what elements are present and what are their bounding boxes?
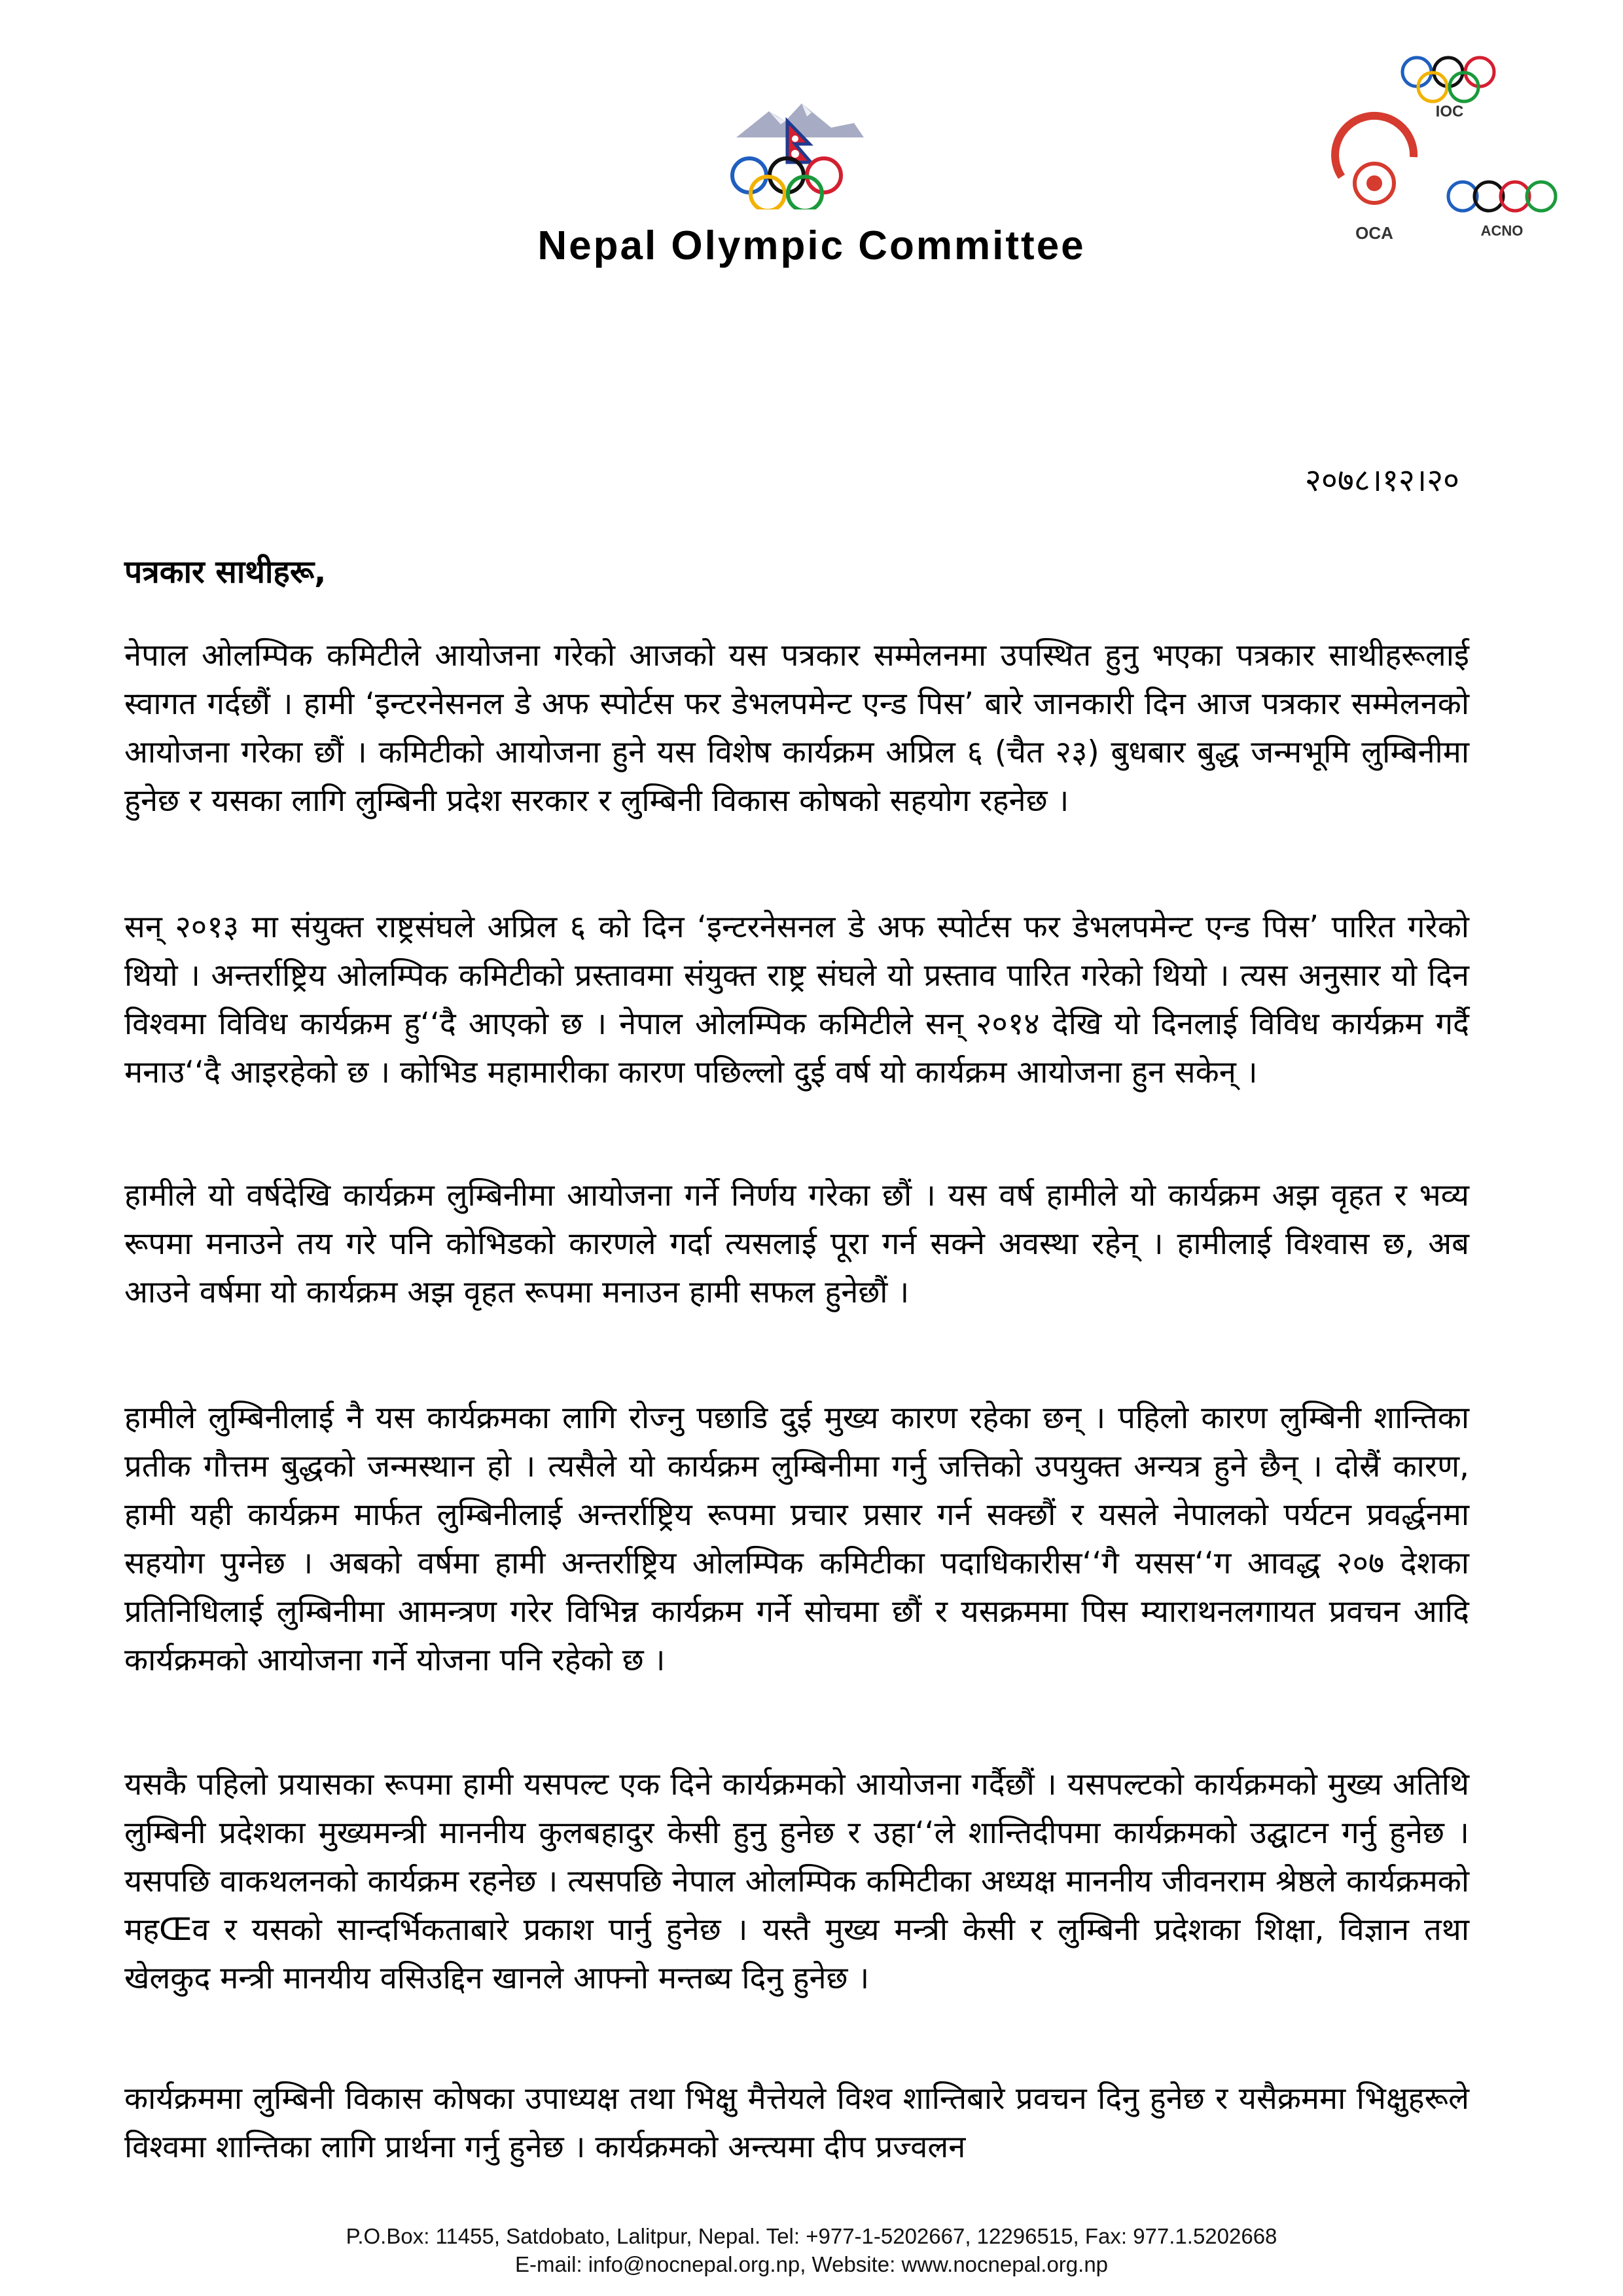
oca-logo (1335, 116, 1414, 243)
body-paragraph-2: सन् २०१३ मा संयुक्त राष्ट्रसंघले अप्रिल ६ को दिन ‘इन्टरनेसनल डे अफ स्पोर्टस फर डेभलपमेन्ट एन्ड पिस’ पारित गरेको थियो । अन्तर्राष्ट्रिय ओलम्पिक कमिटीको प्रस्तावमा संयुक्त राष्ट्र संघले यो प्रस्ताव पारित गरेको थियो । त्यस अनुसार यो दिन विश्वमा विविध कार्यक्रम हु‘‘दै आएको छ । नेपाल ओलम्पिक कमिटीले सन् २०१४ देखि यो दिनलाई विविध कार्यक्रम गर्दै मनाउ‘‘दै आइरहेको छ । कोभिड महामारीका कारण पछिल्लो दुई वर्ष यो कार्यक्रम आयोजना हुन सकेन् । (124, 909, 1469, 1090)
organization-name: Nepal Olympic Committee (537, 223, 1086, 268)
body-paragraph-5: यसकै पहिलो प्रयासका रूपमा हामी यसपल्ट एक दिने कार्यक्रमको आयोजना गर्दैछौं । यसपल्टको कार्यक्रमको मुख्य अतिथि लुम्बिनी प्रदेशका मुख्यमन्त्री माननीय कुलबहादुर केसी हुनु हुनेछ र उहा‘‘ले शान्तिदीपमा कार्यक्रमको उद्घाटन गर्नु हुनेछ । यसपछि वाकथलनको कार्यक्रम रहनेछ । त्यसपछि नेपाल ओलम्पिक कमिटीका अध्यक्ष माननीय जीवनराम श्रेष्ठले कार्यक्रमको महŒव र यसको सान्दर्भिकताबारे प्रकाश पार्नु हुनेछ । यस्तै मुख्य मन्त्री केसी र लुम्बिनी प्रदेशका शिक्षा, विज्ञान तथा खेलकुद मन्त्री मानयीय वसिउद्दिन खानले आफ्नो मन्तब्य दिनु हुनेछ । (124, 1767, 1469, 1996)
footer-address: P.O.Box: 11455, Satdobato, Lalitpur, Nepal. Tel: +977-1-5202667, 12296515, Fax: 977.1.5202668 (346, 2224, 1277, 2248)
oca-label: OCA (1355, 223, 1393, 243)
ioc-label: IOC (1435, 103, 1464, 120)
footer-contact (0, 2222, 1623, 2278)
letter-date: २०७८।१२।२० (1304, 462, 1459, 499)
footer-email-website: E-mail: info@nocnepal.org.np, Website: www.nocnepal.org.np (514, 2252, 1109, 2276)
acno-label: ACNO (1480, 223, 1524, 239)
body-paragraph-3: हामीले यो वर्षदेखि कार्यक्रम लुम्बिनीमा आयोजना गर्ने निर्णय गरेका छौं । यस वर्ष हामीले यो कार्यक्रम अझ वृहत र भव्य रूपमा मनाउने तय गरे पनि कोभिडको कारणले गर्दा त्यसलाई पूरा गर्न सक्ने अवस्था रहेन् । हामीलाई विश्वास छ, अब आउने वर्षमा यो कार्यक्रम अझ वृहत रूपमा मनाउन हामी सफल हुनेछौं । (124, 1177, 1469, 1310)
acno-logo (1448, 182, 1556, 239)
ioc-logo (1402, 58, 1494, 120)
body-paragraph-4: हामीले लुम्बिनीलाई नै यस कार्यक्रमका लागि रोज्नु पछाडि दुई मुख्य कारण रहेका छन् । पहिलो कारण लुम्बिनी शान्तिका प्रतीक गौत्तम बुद्धको जन्मस्थान हो । त्यसैले यो कार्यक्रम लुम्बिनीमा गर्नु जत्तिको उपयुक्त अन्यत्र हुने छैन् । दोस्रैं कारण, हामी यही कार्यक्रम मार्फत लुम्बिनीलाई अन्तर्राष्ट्रिय रूपमा प्रचार प्रसार गर्न सक्छौं र यसले नेपालको पर्यटन प्रवर्द्धनमा सहयोग पुग्नेछ । अबको वर्षमा हामी अन्तर्राष्ट्रिय ओलम्पिक कमिटीका पदाधिकारीस‘‘गै यसस‘‘ग आवद्ध २०७ देशका प्रतिनिधिलाई लुम्बिनीमा आमन्त्रण गरेर विभिन्न कार्यक्रम गर्ने सोचमा छौं र यसक्रममा पिस म्याराथनलगायत प्रवचन आदि कार्यक्रमको आयोजना गर्ने योजना पनि रहेको छ । (124, 1400, 1469, 1678)
body-paragraph-1: नेपाल ओलम्पिक कमिटीले आयोजना गरेको आजको यस पत्रकार सम्मेलनमा उपस्थित हुनु भएका पत्रकार साथीहरूलाई स्वागत गर्दछौं । हामी ‘इन्टरनेसनल डे अफ स्पोर्टस फर डेभलपमेन्ट एन्ड पिस’ बारे जानकारी दिन आज पत्रकार सम्मेलनको आयोजना गरेका छौं । कमिटीको आयोजना हुने यस विशेष कार्यक्रम अप्रिल ६ (चैत २३) बुधबार बुद्ध जन्मभूमि लुम्बिनीमा हुनेछ र यसका लागि लुम्बिनी प्रदेश सरकार र लुम्बिनी विकास कोषको सहयोग रहनेछ । (124, 637, 1469, 819)
body-paragraph-6: कार्यक्रममा लुम्बिनी विकास कोषका उपाध्यक्ष तथा भिक्षु मैत्तेयले विश्व शान्तिबारे प्रवचन दिनु हुनेछ र यसैक्रममा भिक्षुहरूले विश्वमा शान्तिका लागि प्रार्थना गर्नु हुनेछ । कार्यक्रमको अन्त्यमा दीप प्रज्वलन (124, 2081, 1469, 2165)
salutation: पत्रकार साथीहरू, (124, 554, 327, 590)
affiliation-logos (1329, 46, 1564, 255)
noc-emblem-logo (723, 98, 874, 209)
